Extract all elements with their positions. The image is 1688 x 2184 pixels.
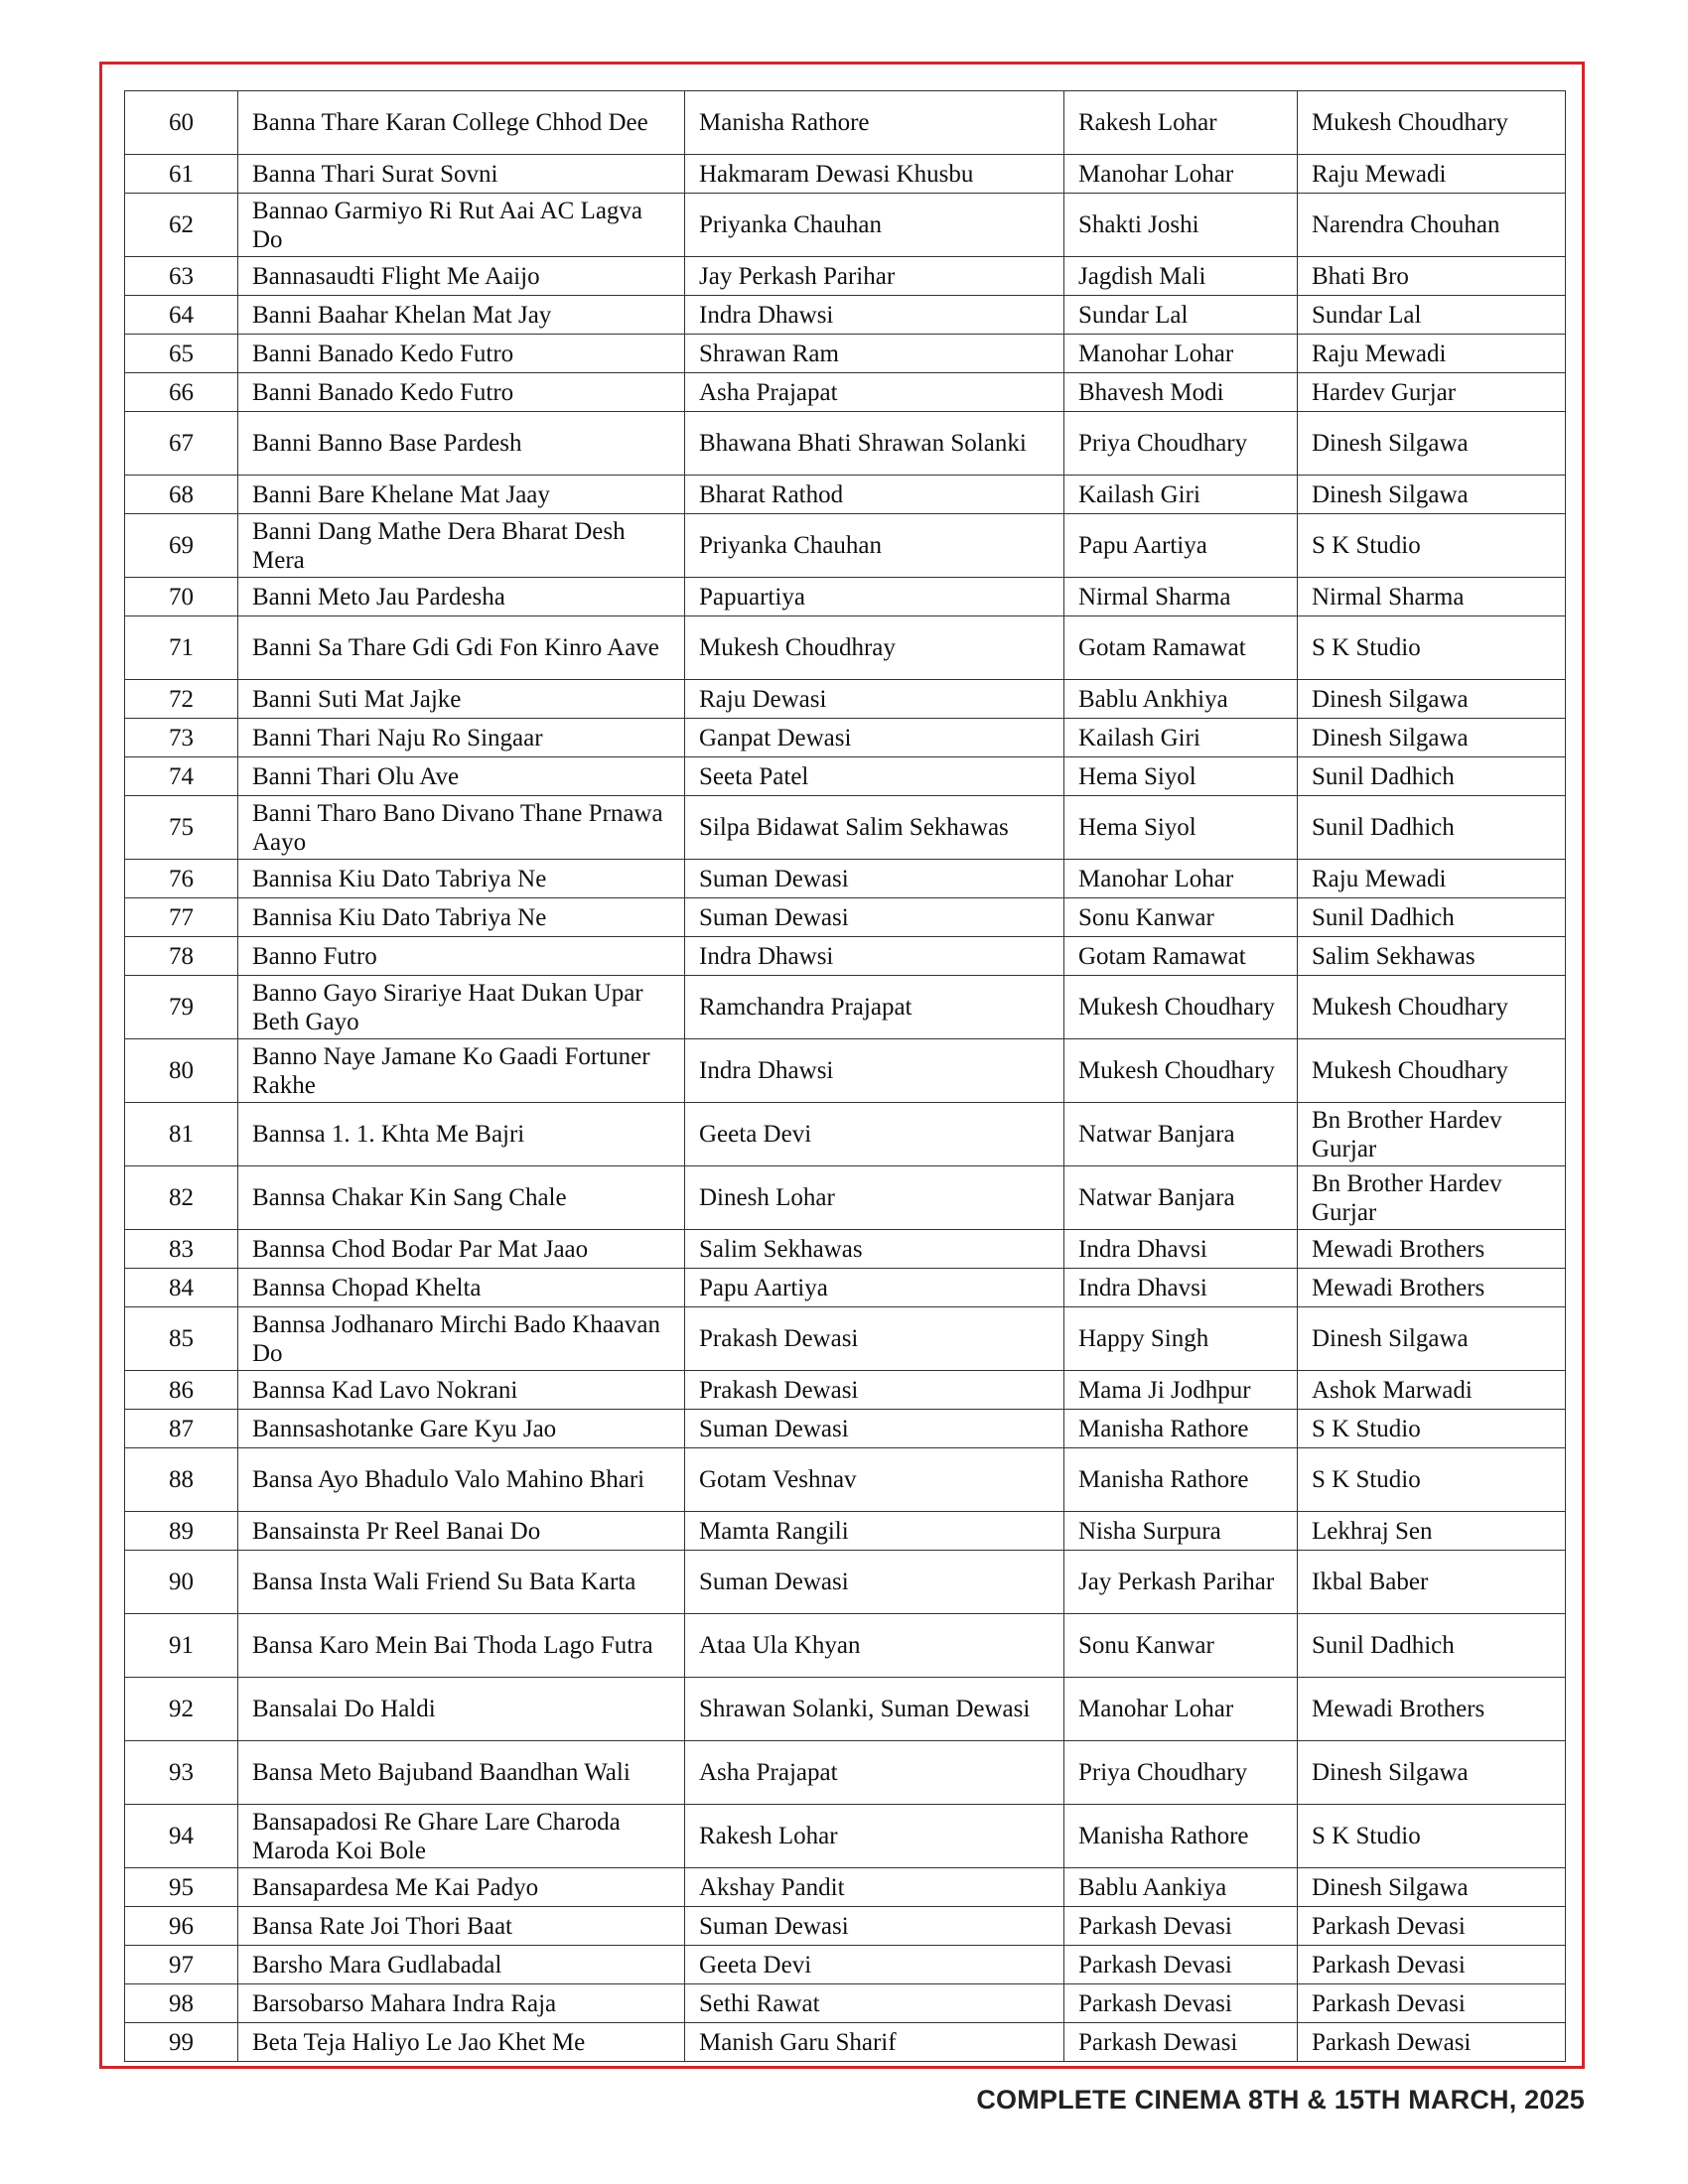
row-number: 65 bbox=[125, 335, 238, 373]
footer-text: COMPLETE CINEMA 8TH & 15TH MARCH, 2025 bbox=[976, 2085, 1585, 2115]
singer-name: Manisha Rathore bbox=[685, 91, 1064, 155]
row-number: 92 bbox=[125, 1678, 238, 1741]
table-row bbox=[125, 937, 1566, 976]
music-label: S K Studio bbox=[1298, 1805, 1566, 1868]
singer-name: Mukesh Choudhray bbox=[685, 616, 1064, 680]
table-row bbox=[125, 1103, 1566, 1166]
music-label: Mukesh Choudhary bbox=[1298, 976, 1566, 1039]
row-number: 85 bbox=[125, 1307, 238, 1371]
singer-name: Prakash Dewasi bbox=[685, 1307, 1064, 1371]
music-label: S K Studio bbox=[1298, 1410, 1566, 1448]
song-title: Banni Bare Khelane Mat Jaay bbox=[238, 476, 685, 514]
lyricist-name: Manisha Rathore bbox=[1064, 1805, 1298, 1868]
singer-name: Bharat Rathod bbox=[685, 476, 1064, 514]
lyricist-name: Manohar Lohar bbox=[1064, 1678, 1298, 1741]
music-label: Hardev Gurjar bbox=[1298, 373, 1566, 412]
lyricist-name: Shakti Joshi bbox=[1064, 194, 1298, 257]
singer-name: Jay Perkash Parihar bbox=[685, 257, 1064, 296]
music-label: Sunil Dadhich bbox=[1298, 1614, 1566, 1678]
singer-name: Prakash Dewasi bbox=[685, 1371, 1064, 1410]
table-row bbox=[125, 1946, 1566, 1984]
song-title: Bannsa Jodhanaro Mirchi Bado Khaavan Do bbox=[238, 1307, 685, 1371]
music-label: Mewadi Brothers bbox=[1298, 1678, 1566, 1741]
table-row bbox=[125, 680, 1566, 719]
row-number: 62 bbox=[125, 194, 238, 257]
lyricist-name: Parkash Devasi bbox=[1064, 1907, 1298, 1946]
song-title: Bansa Rate Joi Thori Baat bbox=[238, 1907, 685, 1946]
table-row bbox=[125, 1551, 1566, 1614]
singer-name: Ataa Ula Khyan bbox=[685, 1614, 1064, 1678]
singer-name: Indra Dhawsi bbox=[685, 937, 1064, 976]
song-title: Bannsa Chakar Kin Sang Chale bbox=[238, 1166, 685, 1230]
table-row bbox=[125, 1984, 1566, 2023]
table-row bbox=[125, 1448, 1566, 1512]
song-table bbox=[124, 90, 1566, 2062]
table-row bbox=[125, 335, 1566, 373]
page-frame bbox=[99, 62, 1585, 2069]
table-row bbox=[125, 976, 1566, 1039]
lyricist-name: Mama Ji Jodhpur bbox=[1064, 1371, 1298, 1410]
song-title: Beta Teja Haliyo Le Jao Khet Me bbox=[238, 2023, 685, 2062]
music-label: Mewadi Brothers bbox=[1298, 1269, 1566, 1307]
row-number: 99 bbox=[125, 2023, 238, 2062]
table-row bbox=[125, 1907, 1566, 1946]
music-label: Raju Mewadi bbox=[1298, 155, 1566, 194]
row-number: 81 bbox=[125, 1103, 238, 1166]
table-row bbox=[125, 1166, 1566, 1230]
row-number: 63 bbox=[125, 257, 238, 296]
singer-name: Akshay Pandit bbox=[685, 1868, 1064, 1907]
singer-name: Dinesh Lohar bbox=[685, 1166, 1064, 1230]
singer-name: Seeta Patel bbox=[685, 757, 1064, 796]
row-number: 70 bbox=[125, 578, 238, 616]
singer-name: Papu Aartiya bbox=[685, 1269, 1064, 1307]
lyricist-name: Jagdish Mali bbox=[1064, 257, 1298, 296]
lyricist-name: Hema Siyol bbox=[1064, 796, 1298, 860]
lyricist-name: Nisha Surpura bbox=[1064, 1512, 1298, 1551]
lyricist-name: Hema Siyol bbox=[1064, 757, 1298, 796]
row-number: 73 bbox=[125, 719, 238, 757]
table-row bbox=[125, 1678, 1566, 1741]
music-label: Dinesh Silgawa bbox=[1298, 412, 1566, 476]
music-label: Ikbal Baber bbox=[1298, 1551, 1566, 1614]
lyricist-name: Parkash Devasi bbox=[1064, 1946, 1298, 1984]
lyricist-name: Bhavesh Modi bbox=[1064, 373, 1298, 412]
lyricist-name: Parkash Dewasi bbox=[1064, 2023, 1298, 2062]
table-row bbox=[125, 1230, 1566, 1269]
song-table-body bbox=[125, 91, 1566, 2062]
row-number: 64 bbox=[125, 296, 238, 335]
song-title: Bansa Insta Wali Friend Su Bata Karta bbox=[238, 1551, 685, 1614]
lyricist-name: Kailash Giri bbox=[1064, 719, 1298, 757]
lyricist-name: Indra Dhavsi bbox=[1064, 1230, 1298, 1269]
song-title: Bannsa 1. 1. Khta Me Bajri bbox=[238, 1103, 685, 1166]
singer-name: Indra Dhawsi bbox=[685, 1039, 1064, 1103]
row-number: 69 bbox=[125, 514, 238, 578]
song-title: Bannisa Kiu Dato Tabriya Ne bbox=[238, 860, 685, 898]
song-title: Banni Baahar Khelan Mat Jay bbox=[238, 296, 685, 335]
lyricist-name: Sonu Kanwar bbox=[1064, 898, 1298, 937]
table-row bbox=[125, 1410, 1566, 1448]
lyricist-name: Manohar Lohar bbox=[1064, 335, 1298, 373]
song-title: Banni Suti Mat Jajke bbox=[238, 680, 685, 719]
music-label: Mukesh Choudhary bbox=[1298, 1039, 1566, 1103]
table-row bbox=[125, 757, 1566, 796]
song-title: Banni Banno Base Pardesh bbox=[238, 412, 685, 476]
song-title: Bansa Ayo Bhadulo Valo Mahino Bhari bbox=[238, 1448, 685, 1512]
music-label: Parkash Devasi bbox=[1298, 1984, 1566, 2023]
music-label: Dinesh Silgawa bbox=[1298, 719, 1566, 757]
song-title: Bannasaudti Flight Me Aaijo bbox=[238, 257, 685, 296]
song-title: Bansapadosi Re Ghare Lare Charoda Maroda Koi Bole bbox=[238, 1805, 685, 1868]
row-number: 66 bbox=[125, 373, 238, 412]
row-number: 83 bbox=[125, 1230, 238, 1269]
row-number: 68 bbox=[125, 476, 238, 514]
music-label: Dinesh Silgawa bbox=[1298, 476, 1566, 514]
row-number: 78 bbox=[125, 937, 238, 976]
table-row bbox=[125, 719, 1566, 757]
singer-name: Manish Garu Sharif bbox=[685, 2023, 1064, 2062]
song-title: Bansapardesa Me Kai Padyo bbox=[238, 1868, 685, 1907]
row-number: 98 bbox=[125, 1984, 238, 2023]
music-label: Bn Brother Hardev Gurjar bbox=[1298, 1103, 1566, 1166]
song-title: Banno Naye Jamane Ko Gaadi Fortuner Rakhe bbox=[238, 1039, 685, 1103]
row-number: 76 bbox=[125, 860, 238, 898]
table-row bbox=[125, 194, 1566, 257]
music-label: S K Studio bbox=[1298, 616, 1566, 680]
table-row bbox=[125, 860, 1566, 898]
lyricist-name: Manohar Lohar bbox=[1064, 155, 1298, 194]
song-title: Banna Thare Karan College Chhod Dee bbox=[238, 91, 685, 155]
table-row bbox=[125, 514, 1566, 578]
song-title: Banni Dang Mathe Dera Bharat Desh Mera bbox=[238, 514, 685, 578]
row-number: 74 bbox=[125, 757, 238, 796]
lyricist-name: Priya Choudhary bbox=[1064, 412, 1298, 476]
music-label: Dinesh Silgawa bbox=[1298, 1741, 1566, 1805]
singer-name: Priyanka Chauhan bbox=[685, 514, 1064, 578]
table-row bbox=[125, 1307, 1566, 1371]
music-label: Bhati Bro bbox=[1298, 257, 1566, 296]
table-row bbox=[125, 1371, 1566, 1410]
row-number: 89 bbox=[125, 1512, 238, 1551]
table-row bbox=[125, 1741, 1566, 1805]
music-label: Dinesh Silgawa bbox=[1298, 680, 1566, 719]
song-title: Banno Gayo Sirariye Haat Dukan Upar Beth Gayo bbox=[238, 976, 685, 1039]
song-title: Bansainsta Pr Reel Banai Do bbox=[238, 1512, 685, 1551]
table-row bbox=[125, 412, 1566, 476]
singer-name: Salim Sekhawas bbox=[685, 1230, 1064, 1269]
singer-name: Mamta Rangili bbox=[685, 1512, 1064, 1551]
row-number: 71 bbox=[125, 616, 238, 680]
lyricist-name: Sundar Lal bbox=[1064, 296, 1298, 335]
singer-name: Shrawan Ram bbox=[685, 335, 1064, 373]
table-row bbox=[125, 1512, 1566, 1551]
lyricist-name: Natwar Banjara bbox=[1064, 1103, 1298, 1166]
table-row bbox=[125, 898, 1566, 937]
table-row bbox=[125, 91, 1566, 155]
row-number: 94 bbox=[125, 1805, 238, 1868]
song-title: Bannsashotanke Gare Kyu Jao bbox=[238, 1410, 685, 1448]
lyricist-name: Manohar Lohar bbox=[1064, 860, 1298, 898]
singer-name: Geeta Devi bbox=[685, 1946, 1064, 1984]
row-number: 87 bbox=[125, 1410, 238, 1448]
table-row bbox=[125, 296, 1566, 335]
music-label: Parkash Devasi bbox=[1298, 1907, 1566, 1946]
singer-name: Suman Dewasi bbox=[685, 898, 1064, 937]
lyricist-name: Bablu Ankhiya bbox=[1064, 680, 1298, 719]
music-label: Nirmal Sharma bbox=[1298, 578, 1566, 616]
row-number: 96 bbox=[125, 1907, 238, 1946]
music-label: Salim Sekhawas bbox=[1298, 937, 1566, 976]
table-row bbox=[125, 1805, 1566, 1868]
music-label: Sunil Dadhich bbox=[1298, 796, 1566, 860]
table-row bbox=[125, 1269, 1566, 1307]
lyricist-name: Parkash Devasi bbox=[1064, 1984, 1298, 2023]
row-number: 79 bbox=[125, 976, 238, 1039]
row-number: 75 bbox=[125, 796, 238, 860]
music-label: Narendra Chouhan bbox=[1298, 194, 1566, 257]
singer-name: Indra Dhawsi bbox=[685, 296, 1064, 335]
music-label: Raju Mewadi bbox=[1298, 335, 1566, 373]
song-title: Banni Sa Thare Gdi Gdi Fon Kinro Aave bbox=[238, 616, 685, 680]
row-number: 93 bbox=[125, 1741, 238, 1805]
singer-name: Ganpat Dewasi bbox=[685, 719, 1064, 757]
row-number: 82 bbox=[125, 1166, 238, 1230]
song-title: Banni Tharo Bano Divano Thane Prnawa Aayo bbox=[238, 796, 685, 860]
table-row bbox=[125, 616, 1566, 680]
row-number: 72 bbox=[125, 680, 238, 719]
music-label: Parkash Dewasi bbox=[1298, 2023, 1566, 2062]
singer-name: Geeta Devi bbox=[685, 1103, 1064, 1166]
table-row bbox=[125, 796, 1566, 860]
song-title: Banna Thari Surat Sovni bbox=[238, 155, 685, 194]
song-title: Bansa Karo Mein Bai Thoda Lago Futra bbox=[238, 1614, 685, 1678]
lyricist-name: Mukesh Choudhary bbox=[1064, 1039, 1298, 1103]
music-label: S K Studio bbox=[1298, 1448, 1566, 1512]
row-number: 86 bbox=[125, 1371, 238, 1410]
singer-name: Asha Prajapat bbox=[685, 1741, 1064, 1805]
row-number: 77 bbox=[125, 898, 238, 937]
song-title: Banni Thari Naju Ro Singaar bbox=[238, 719, 685, 757]
row-number: 91 bbox=[125, 1614, 238, 1678]
music-label: Sunil Dadhich bbox=[1298, 898, 1566, 937]
row-number: 60 bbox=[125, 91, 238, 155]
lyricist-name: Papu Aartiya bbox=[1064, 514, 1298, 578]
singer-name: Asha Prajapat bbox=[685, 373, 1064, 412]
lyricist-name: Natwar Banjara bbox=[1064, 1166, 1298, 1230]
row-number: 61 bbox=[125, 155, 238, 194]
singer-name: Hakmaram Dewasi Khusbu bbox=[685, 155, 1064, 194]
music-label: Bn Brother Hardev Gurjar bbox=[1298, 1166, 1566, 1230]
lyricist-name: Jay Perkash Parihar bbox=[1064, 1551, 1298, 1614]
table-row bbox=[125, 1039, 1566, 1103]
music-label: Mewadi Brothers bbox=[1298, 1230, 1566, 1269]
lyricist-name: Rakesh Lohar bbox=[1064, 91, 1298, 155]
music-label: Lekhraj Sen bbox=[1298, 1512, 1566, 1551]
music-label: Dinesh Silgawa bbox=[1298, 1868, 1566, 1907]
row-number: 90 bbox=[125, 1551, 238, 1614]
song-title: Bannsa Chod Bodar Par Mat Jaao bbox=[238, 1230, 685, 1269]
singer-name: Raju Dewasi bbox=[685, 680, 1064, 719]
song-title: Banni Meto Jau Pardesha bbox=[238, 578, 685, 616]
table-row bbox=[125, 373, 1566, 412]
lyricist-name: Gotam Ramawat bbox=[1064, 616, 1298, 680]
lyricist-name: Manisha Rathore bbox=[1064, 1410, 1298, 1448]
table-row bbox=[125, 257, 1566, 296]
singer-name: Suman Dewasi bbox=[685, 1410, 1064, 1448]
singer-name: Suman Dewasi bbox=[685, 860, 1064, 898]
lyricist-name: Gotam Ramawat bbox=[1064, 937, 1298, 976]
song-title: Barsho Mara Gudlabadal bbox=[238, 1946, 685, 1984]
lyricist-name: Mukesh Choudhary bbox=[1064, 976, 1298, 1039]
table-row bbox=[125, 1868, 1566, 1907]
row-number: 95 bbox=[125, 1868, 238, 1907]
lyricist-name: Manisha Rathore bbox=[1064, 1448, 1298, 1512]
song-title: Banni Banado Kedo Futro bbox=[238, 335, 685, 373]
lyricist-name: Priya Choudhary bbox=[1064, 1741, 1298, 1805]
table-row bbox=[125, 155, 1566, 194]
song-title: Bannsa Kad Lavo Nokrani bbox=[238, 1371, 685, 1410]
singer-name: Papuartiya bbox=[685, 578, 1064, 616]
lyricist-name: Indra Dhavsi bbox=[1064, 1269, 1298, 1307]
music-label: S K Studio bbox=[1298, 514, 1566, 578]
row-number: 67 bbox=[125, 412, 238, 476]
table-row bbox=[125, 1614, 1566, 1678]
song-title: Bansa Meto Bajuband Baandhan Wali bbox=[238, 1741, 685, 1805]
singer-name: Shrawan Solanki, Suman Dewasi bbox=[685, 1678, 1064, 1741]
lyricist-name: Bablu Aankiya bbox=[1064, 1868, 1298, 1907]
singer-name: Rakesh Lohar bbox=[685, 1805, 1064, 1868]
singer-name: Bhawana Bhati Shrawan Solanki bbox=[685, 412, 1064, 476]
music-label: Ashok Marwadi bbox=[1298, 1371, 1566, 1410]
singer-name: Suman Dewasi bbox=[685, 1551, 1064, 1614]
table-row bbox=[125, 578, 1566, 616]
music-label: Raju Mewadi bbox=[1298, 860, 1566, 898]
song-title: Bannsa Chopad Khelta bbox=[238, 1269, 685, 1307]
song-title: Bannao Garmiyo Ri Rut Aai AC Lagva Do bbox=[238, 194, 685, 257]
song-title: Bannisa Kiu Dato Tabriya Ne bbox=[238, 898, 685, 937]
music-label: Sunil Dadhich bbox=[1298, 757, 1566, 796]
lyricist-name: Happy Singh bbox=[1064, 1307, 1298, 1371]
singer-name: Suman Dewasi bbox=[685, 1907, 1064, 1946]
lyricist-name: Nirmal Sharma bbox=[1064, 578, 1298, 616]
row-number: 80 bbox=[125, 1039, 238, 1103]
music-label: Parkash Devasi bbox=[1298, 1946, 1566, 1984]
row-number: 84 bbox=[125, 1269, 238, 1307]
lyricist-name: Kailash Giri bbox=[1064, 476, 1298, 514]
music-label: Dinesh Silgawa bbox=[1298, 1307, 1566, 1371]
lyricist-name: Sonu Kanwar bbox=[1064, 1614, 1298, 1678]
music-label: Sundar Lal bbox=[1298, 296, 1566, 335]
row-number: 88 bbox=[125, 1448, 238, 1512]
singer-name: Ramchandra Prajapat bbox=[685, 976, 1064, 1039]
song-title: Banno Futro bbox=[238, 937, 685, 976]
song-title: Barsobarso Mahara Indra Raja bbox=[238, 1984, 685, 2023]
singer-name: Priyanka Chauhan bbox=[685, 194, 1064, 257]
singer-name: Gotam Veshnav bbox=[685, 1448, 1064, 1512]
song-title: Banni Banado Kedo Futro bbox=[238, 373, 685, 412]
singer-name: Silpa Bidawat Salim Sekhawas bbox=[685, 796, 1064, 860]
table-row bbox=[125, 2023, 1566, 2062]
song-title: Banni Thari Olu Ave bbox=[238, 757, 685, 796]
row-number: 97 bbox=[125, 1946, 238, 1984]
singer-name: Sethi Rawat bbox=[685, 1984, 1064, 2023]
table-row bbox=[125, 476, 1566, 514]
music-label: Mukesh Choudhary bbox=[1298, 91, 1566, 155]
song-title: Bansalai Do Haldi bbox=[238, 1678, 685, 1741]
